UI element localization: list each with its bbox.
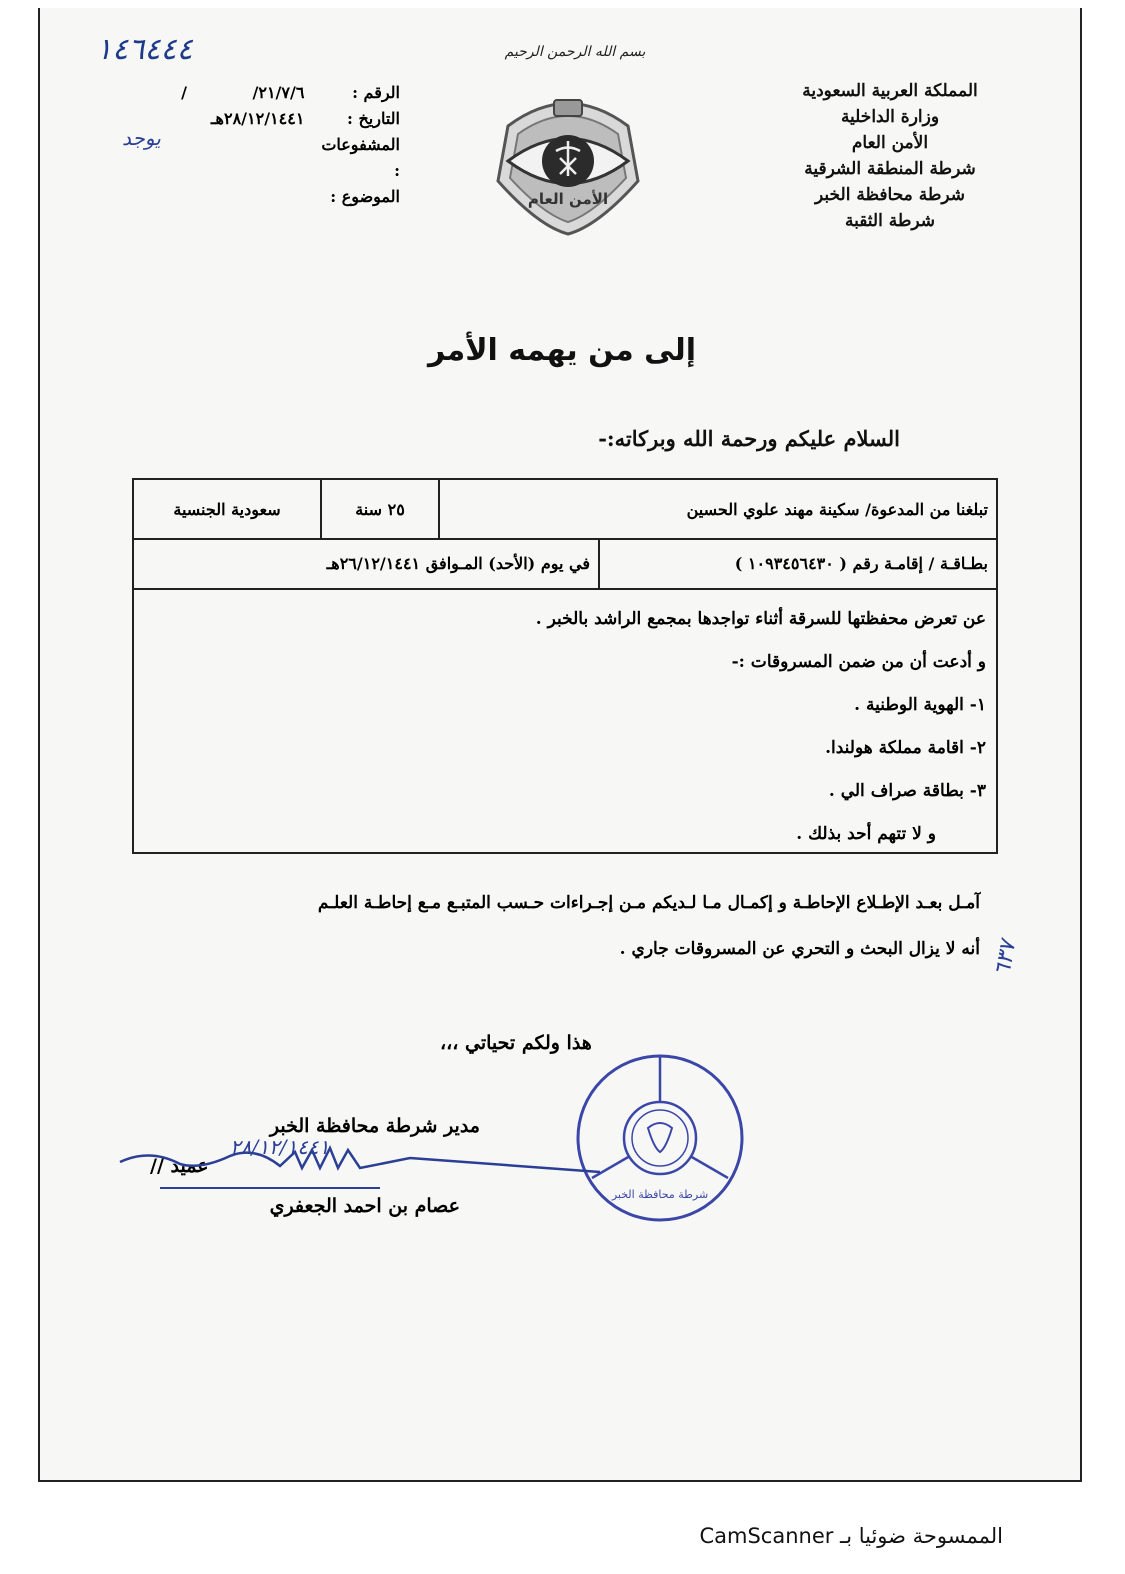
report-line: ١- الهوية الوطنية . [854,695,986,715]
attachments-value: يوجد [122,126,161,150]
header-line-governorate: شرطة محافظة الخبر [815,185,965,205]
header-line-security: الأمن العام [851,133,929,153]
ref-label: الرقم : [352,83,400,102]
ref-row [100,80,400,106]
handwritten-margin-note: ٦٣٧ [990,938,1022,979]
report-line: ٣- بطاقة صراف الي . [828,781,986,801]
report-date: في يوم (الأحد) المـوافق ٢٦/١٢/١٤٤١هـ [326,553,590,573]
report-line: عن تعرض محفظتها للسرقة أثناء تواجدها بمجمع الراشد بالخبر . [535,609,986,629]
handwritten-number: ١٤٦٤٤٤ [96,32,193,67]
basmala: بسم الله الرحمن الرحيم [504,44,646,60]
signatory-title: مدير شرطة محافظة الخبر [269,1115,480,1137]
document-page [38,8,1082,1482]
header-line-ministry: وزارة الداخلية [840,107,940,127]
date-value: ٢٨/١٢/١٤٤١هـ [210,109,305,128]
report-table [132,478,998,854]
header-line-station: شرطة الثقبة [844,211,936,231]
signatory-name: عصام بن احمد الجعفري [269,1195,460,1217]
greeting: السلام عليكم ورحمة الله وبركاته:- [598,426,900,451]
issuer-header [760,78,1020,234]
attachments-label: المشفوعات : [321,135,400,180]
report-line: ٢- اقامة مملكة هولندا. [825,738,986,758]
public-security-emblem-icon [488,86,648,236]
closing-line: آمـل بعـد الإطـلاع الإحاطـة و إكمـال مـا لـديكم مـن إجـراءات حـسب المتبـع مـع إحاطـة العلـم [317,893,980,913]
reporter-age: ٢٥ سنة [355,499,405,519]
report-line: و أدعت أن من ضمن المسروقات :- [731,652,986,672]
stamp-text: شرطة محافظة الخبر [611,1188,709,1201]
header-line-kingdom: المملكة العربية السعودية [802,81,978,101]
header-line-region: شرطة المنطقة الشرقية [804,159,976,179]
signatory-rank: عميد // [150,1155,209,1177]
reporter-nationality: سعودية الجنسية [173,499,281,519]
subject-label: الموضوع : [330,187,400,206]
scanner-footer: الممسوحة ضوئيا بـ CamScanner [699,1524,1003,1548]
reporter-id: بطـاقـة / إقامـة رقم ( ١٠٩٣٤٥٦٤٣٠ ) [734,553,988,573]
closing-line: أنه لا يزال البحث و التحري عن المسروقات جاري . [619,939,980,959]
closing-paragraph [100,880,980,972]
regards: هذا ولكم تحياتي ،،، [440,1032,592,1054]
report-line: و لا تتهم أحد بذلك . [796,824,936,844]
report-body [146,598,986,856]
ref-value: ٢١/٧/٦/ [252,83,305,102]
handwritten-signature-icon [80,1118,600,1208]
emblem-text: الأمن العام [527,190,609,208]
ref-extra: / [181,83,187,102]
date-label: التاريخ : [346,109,400,128]
table-divider [134,588,996,590]
subject-row [100,184,400,210]
document-title: إلى من يهمه الأمر [427,333,697,368]
reporter-name: تبلغنا من المدعوة/ سكينة مهند علوي الحسين [686,499,988,519]
signature-date: ٢٨/١٢/١٤٤١ [230,1135,330,1159]
